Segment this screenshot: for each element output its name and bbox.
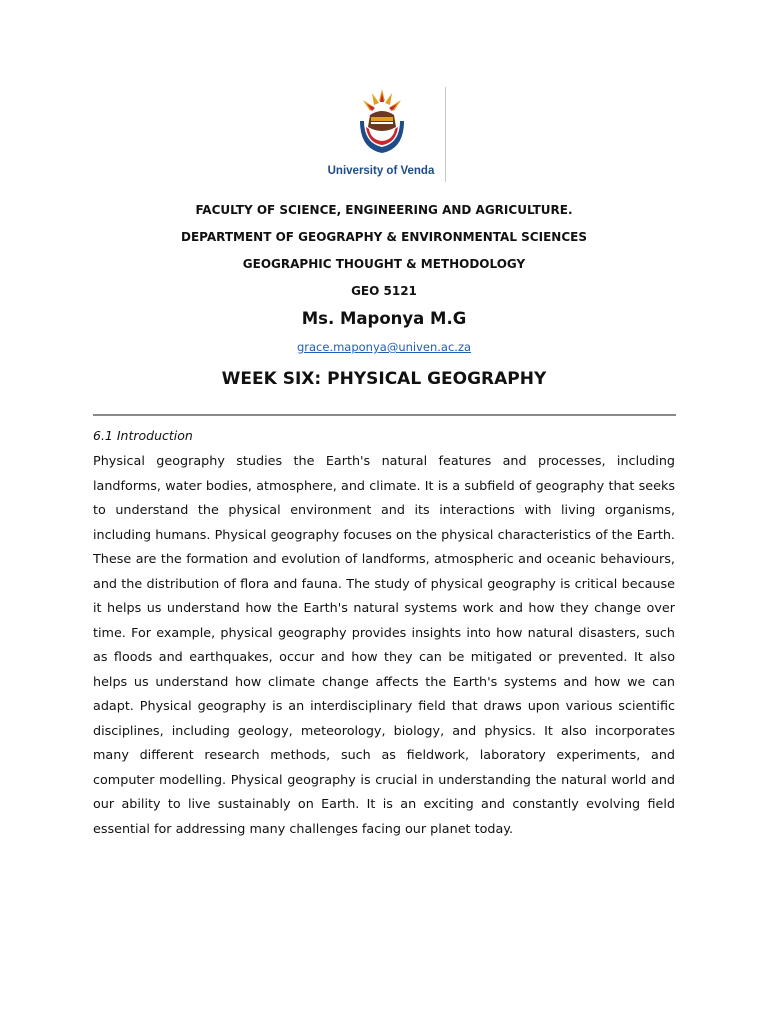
section-heading: 6.1 Introduction [93, 428, 193, 443]
university-crest-icon [350, 87, 414, 163]
page-title: WEEK SIX: PHYSICAL GEOGRAPHY [221, 369, 547, 389]
course-code: GEO 5121 [351, 284, 417, 298]
university-logo [318, 87, 446, 182]
course-heading: GEOGRAPHIC THOUGHT & METHODOLOGY [242, 257, 526, 271]
university-name: University of Venda [327, 165, 435, 177]
faculty-heading: FACULTY OF SCIENCE, ENGINEERING AND AGRICULTURE. [195, 203, 573, 217]
department-heading: DEPARTMENT OF GEOGRAPHY & ENVIRONMENTAL SCIENCES [181, 230, 587, 244]
section-body-paragraph: Physical geography studies the Earth's natural features and processes, including landforms, water bodies, atmosphere, and climate. It is a subfield of geography that seeks to understand the physical environment and its interactions with living organisms, including humans. Physical geography focuses on the physical characteristics of the Earth. These are the formation and evolution of landforms, atmospheric and oceanic behaviours, and the distribution of flora and fauna. The study of physical geography is critical because it helps us understand how the Earth's natural systems work and how they change over time. For example, physical geography provides insights into how natural disasters, such as floods and earthquakes, occur and how they can be mitigated or prevented. It also helps us understand how climate change affects the Earth's systems and how we can adapt. Physical geography is an interdisciplinary field that draws upon various scientific disciplines, including geology, meteorology, biology, and physics. It also incorporates many different research methods, such as fieldwork, laboratory experiments, and computer modelling. Physical geography is crucial in understanding the natural world and our ability to live sustainably on Earth. It is an exciting and constantly evolving field essential for addressing many challenges facing our planet today. [93, 454, 675, 837]
title-divider [93, 414, 676, 416]
author-name: Ms. Maponya M.G [301, 309, 467, 328]
author-email-link[interactable]: grace.maponya@univen.ac.za [296, 340, 472, 354]
